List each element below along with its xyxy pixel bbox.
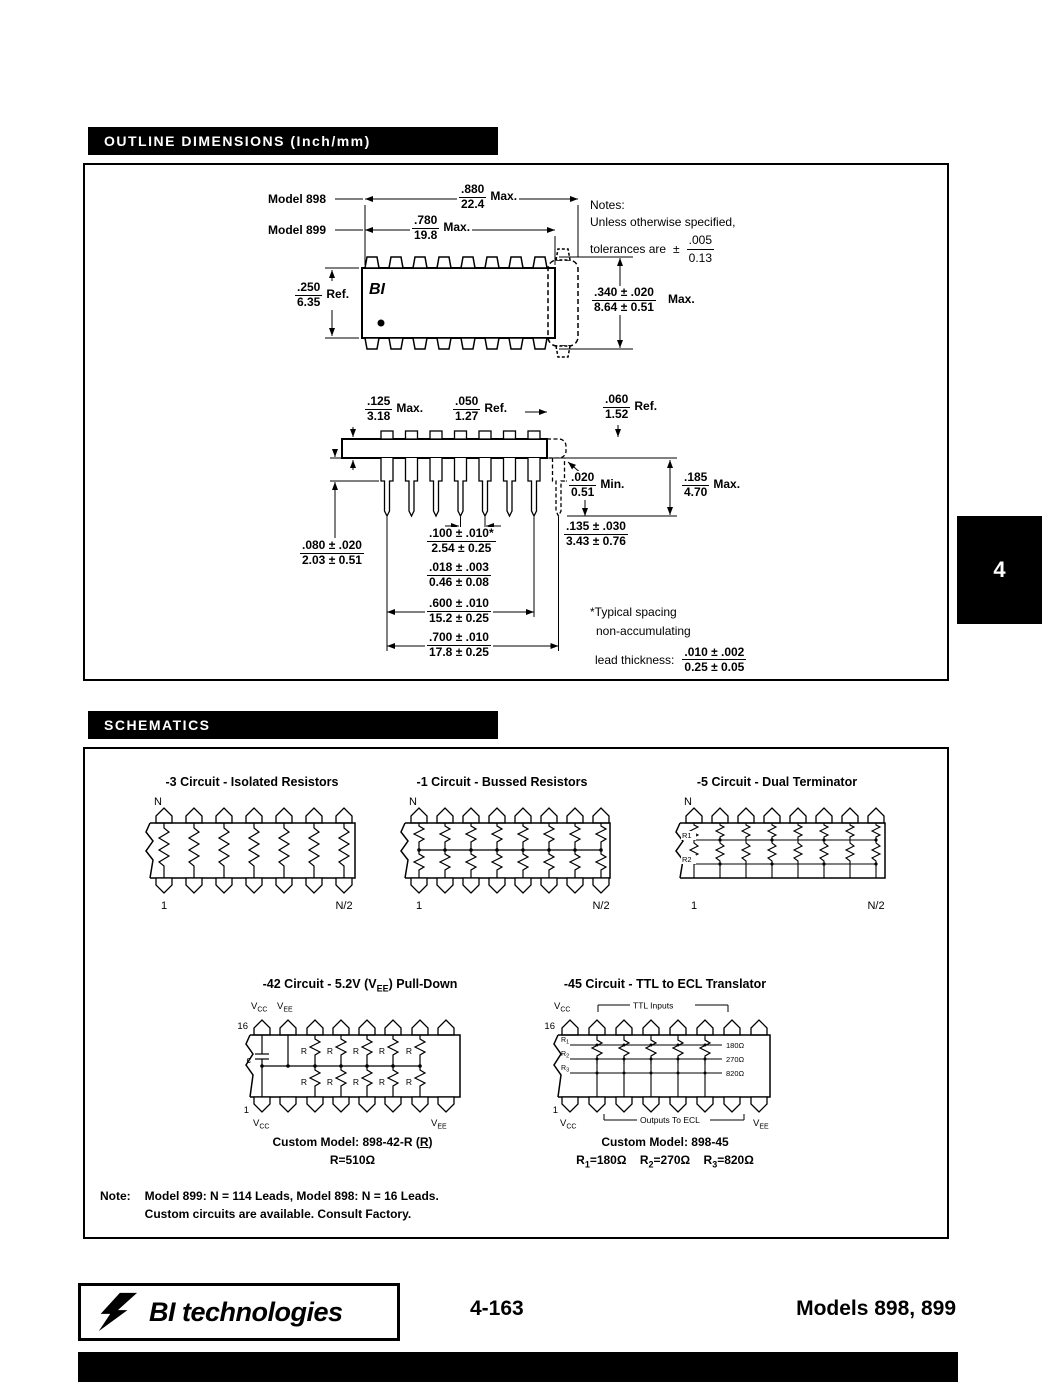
c3-pinN2-label: N/2	[335, 900, 353, 912]
svg-text:R: R	[378, 1046, 385, 1056]
c3-pin1-label: 1	[160, 900, 168, 912]
outline-dimensions-panel	[83, 163, 949, 681]
c45-title: -45 Circuit - TTL to ECL Translator	[563, 977, 767, 991]
c45-caption-model: Custom Model: 898-45	[601, 1135, 729, 1149]
c42-vee-bottom-label: $V_{EE}$	[431, 1118, 447, 1131]
notes-line1: Unless otherwise specified,	[590, 215, 736, 230]
c45-r2-label: $R_2$	[561, 1051, 570, 1060]
svg-text:R: R	[405, 1077, 412, 1087]
svg-text:R: R	[300, 1077, 307, 1087]
section-tab: 4	[957, 516, 1042, 624]
c42-caption-rvalue: R=510Ω	[329, 1153, 376, 1167]
c42-vee-top-label: $V_{EE}$	[277, 1001, 293, 1014]
dim-700: $\frac{.700 \pm .010}{17.8 \pm 0.25}$	[425, 631, 493, 660]
c42-schematic	[235, 997, 470, 1132]
models-title: Models 898, 899	[796, 1297, 956, 1320]
dim-600: $\frac{.600 \pm .010}{15.2 \pm 0.25}$	[425, 597, 493, 626]
c42-vcc-top-label: $V_{CC}$	[251, 1001, 268, 1014]
c1-pinN2-label: N/2	[592, 900, 610, 912]
c3-schematic	[140, 793, 365, 933]
c45-rails	[570, 1045, 722, 1073]
svg-text:R: R	[300, 1046, 307, 1056]
page-number: 4-163	[470, 1297, 524, 1320]
dip-side-view	[342, 431, 566, 516]
dip-top-view	[362, 249, 578, 357]
break-line	[554, 1035, 561, 1097]
c42-title: -42 Circuit - 5.2V $(V_{EE})$ Pull-Down	[262, 977, 458, 994]
tolerance-notes: Notes: Unless otherwise specified, tolerances are ± $\frac{.005}{0.13}$	[590, 198, 736, 266]
c45-caption-rvalues: $R_1=180\Omega$ $R_2=270\Omega$ $R_3=820\Omega$	[576, 1153, 754, 1170]
c45-outputs-label: Outputs To ECL	[640, 1115, 700, 1125]
c45-vcc-bottom-label: $V_{CC}$	[560, 1118, 577, 1131]
svg-text:R: R	[326, 1077, 333, 1087]
dim-060: $\frac{.060}{1.52}$ Ref.	[601, 393, 659, 422]
c5-pin1-label: 1	[690, 900, 698, 912]
break-line	[401, 823, 408, 878]
model898-dashed-extension	[548, 260, 578, 346]
note-label: Note:	[100, 1189, 131, 1203]
break-line	[246, 1035, 253, 1097]
brand-name: BI technologies	[149, 1296, 343, 1327]
dim-250: $\frac{.250}{6.35}$ Ref.	[293, 281, 351, 310]
c3-title: -3 Circuit - Isolated Resistors	[165, 775, 339, 789]
side-view-dashed-extension	[547, 439, 566, 458]
c42-cap-label: c	[246, 1055, 251, 1065]
dim-135: $\frac{.135 \pm .030}{3.43 \pm 0.76}$	[562, 520, 630, 549]
dim-780: $\frac{.780}{19.8}$ Max.	[410, 214, 472, 243]
dim-080: $\frac{.080 \pm .020}{2.03 \pm 0.51}$	[298, 539, 366, 568]
c42-vcc-bottom-label: $V_{CC}$	[253, 1118, 270, 1131]
c5-r2-label: R2	[682, 855, 692, 864]
c1-schematic	[395, 793, 620, 933]
dim-100: $\frac{.100 \pm .010*}{2.54 \pm 0.25}$	[425, 527, 498, 556]
c45-ohm1-label: 180Ω	[726, 1041, 745, 1050]
c5-title: -5 Circuit - Dual Terminator	[696, 775, 858, 789]
bi-mark-on-package: BI	[369, 281, 385, 298]
dim-050: $\frac{.050}{1.27}$ Ref.	[451, 395, 509, 424]
model898-label: Model 898	[268, 192, 327, 206]
c5-schematic	[670, 793, 895, 933]
c1-pinN-label: N	[409, 796, 417, 808]
brand-logo-box	[78, 1283, 400, 1341]
break-line	[146, 823, 153, 878]
note-line1: Model 899: N = 114 Leads, Model 898: N = 16 Leads.	[144, 1189, 439, 1203]
schematics-header: SCHEMATICS	[88, 711, 498, 739]
c45-r1-label: $R_1$	[561, 1037, 570, 1046]
svg-text:R: R	[378, 1077, 385, 1087]
c45-ohm2-label: 270Ω	[726, 1055, 745, 1064]
dim-018: $\frac{.018 \pm .003}{0.46 \pm 0.08}$	[425, 561, 493, 590]
outline-drawing	[85, 165, 947, 679]
typical-spacing-note: *Typical spacing non-accumulating	[590, 605, 691, 638]
c5-pinN2-label: N/2	[867, 900, 885, 912]
svg-text:R: R	[352, 1046, 359, 1056]
dim-340: $\frac{.340 \pm .020}{8.64 \pm 0.51}$ Max.	[590, 286, 697, 315]
plus-minus: ±	[673, 241, 680, 256]
dim-880: $\frac{.880}{22.4}$ Max.	[457, 183, 519, 212]
c42-pin1-label: 1	[243, 1105, 249, 1116]
notes-line2: tolerances are	[590, 241, 667, 256]
dim-020: $\frac{.020}{0.51}$ Min.	[567, 471, 626, 500]
lead-thickness-note: lead thickness: $\frac{.010 \pm .002}{0.25 \pm 0.05}$	[595, 645, 745, 674]
svg-text:R: R	[352, 1077, 359, 1087]
dim-185: $\frac{.185}{4.70}$ Max.	[680, 471, 742, 500]
c5-pinN-label: N	[684, 796, 692, 808]
schematics-panel	[83, 747, 949, 1239]
c45-pin1-label: 1	[552, 1105, 558, 1116]
note-line2: Custom circuits are available. Consult Factory.	[144, 1207, 412, 1221]
bi-logo-icon	[93, 1290, 139, 1334]
c45-vcc-top-label: $V_{CC}$	[554, 1001, 571, 1014]
notes-title: Notes:	[590, 198, 625, 212]
c1-title: -1 Circuit - Bussed Resistors	[416, 775, 588, 789]
c45-schematic	[540, 997, 790, 1132]
svg-text:R: R	[405, 1046, 412, 1056]
c45-ohm3-label: 820Ω	[726, 1069, 745, 1078]
c42-pin16-label: 16	[237, 1021, 248, 1032]
c45-pin16-label: 16	[544, 1021, 555, 1032]
c45-vee-bottom-label: $V_{EE}$	[753, 1118, 769, 1131]
c42-caption-model: Custom Model: 898-42-R (R)	[272, 1135, 433, 1149]
footer-bar	[78, 1352, 958, 1382]
dim-125: $\frac{.125}{3.18}$ Max.	[363, 395, 425, 424]
outline-dimensions-header: OUTLINE DIMENSIONS (Inch/mm)	[88, 127, 498, 155]
model899-label: Model 899	[268, 223, 327, 237]
svg-text:R: R	[326, 1046, 333, 1056]
pin1-dot	[378, 320, 385, 327]
c45-ttl-inputs-label: TTL Inputs	[633, 1000, 674, 1011]
c45-r3-label: $R_3$	[561, 1065, 570, 1074]
schematics-note	[100, 1187, 439, 1223]
top-view-dim-lines	[325, 199, 633, 349]
c1-pin1-label: 1	[415, 900, 423, 912]
c5-r1-label: R1	[682, 831, 692, 840]
c3-pinN-label: N	[154, 796, 162, 808]
